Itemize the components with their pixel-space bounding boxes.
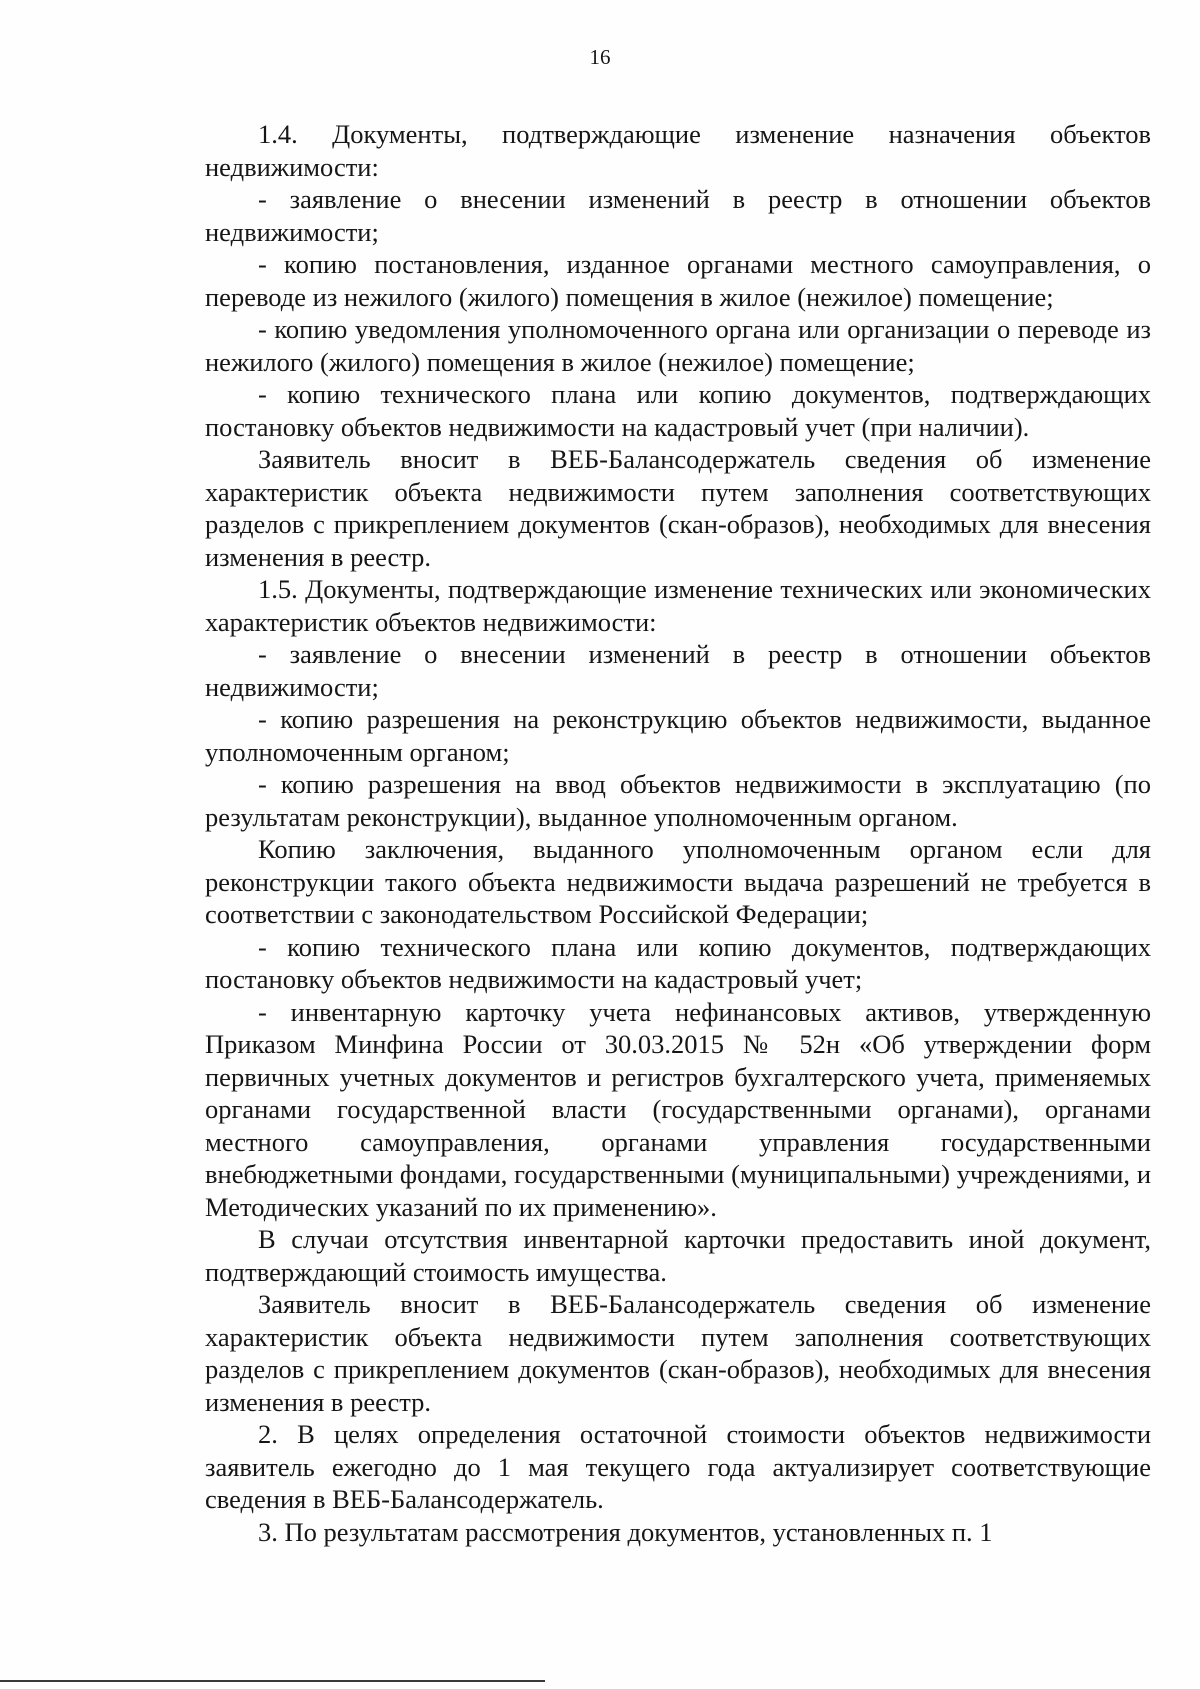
list-item-commissioning-permit: - копию разрешения на ввод объектов недвижимости в эксплуатацию (по результатам реконструкции), выданное уполномоченным органом. <box>205 769 1151 832</box>
paragraph-conclusion-copy: Копию заключения, выданного уполномоченным органом если для реконструкции такого объекта недвижимости выдача разрешений не требуется в соответствии с законодательством Российской Федерации; <box>205 834 1151 929</box>
list-item-resolution-copy: - копию постановления, изданное органами местного самоуправления, о переводе из нежилого (жилого) помещения в жилое (нежилое) помещение; <box>205 249 1151 312</box>
list-item-notification-copy: - копию уведомления уполномоченного органа или организации о переводе из нежилого (жилого) помещения в жилое (нежилое) помещение; <box>205 314 1151 377</box>
list-item-technical-plan-1-4: - копию технического плана или копию документов, подтверждающих постановку объектов недвижимости на кадастровый учет (при наличии). <box>205 379 1151 442</box>
scan-edge-line <box>0 1680 545 1682</box>
paragraph-1-5-heading: 1.5. Документы, подтверждающие изменение технических или экономических характеристик объектов недвижимости: <box>205 574 1151 637</box>
document-body <box>205 118 1151 1548</box>
list-item-application-1-4: - заявление о внесении изменений в реестр в отношении объектов недвижимости; <box>205 184 1151 247</box>
paragraph-alternative-document: В случаи отсутствия инвентарной карточки предоставить иной документ, подтверждающий стоимость имущества. <box>205 1224 1151 1287</box>
paragraph-1-4-heading: 1.4. Документы, подтверждающие изменение назначения объектов недвижимости: <box>205 119 1151 182</box>
list-item-application-1-5: - заявление о внесении изменений в реестр в отношении объектов недвижимости; <box>205 639 1151 702</box>
paragraph-2-residual-value: 2. В целях определения остаточной стоимости объектов недвижимости заявитель ежегодно до 1 мая текущего года актуализирует соответствующие сведения в ВЕБ-Балансодержатель. <box>205 1419 1151 1514</box>
list-item-reconstruction-permit: - копию разрешения на реконструкцию объектов недвижимости, выданное уполномоченным органом; <box>205 704 1151 767</box>
paragraph-applicant-entry-1-4: Заявитель вносит в ВЕБ-Балансодержатель сведения об изменение характеристик объекта недвижимости путем заполнения соответствующих разделов с прикреплением документов (скан-образов), необходимых для внесения изменения в реестр. <box>205 444 1151 572</box>
paragraph-applicant-entry-1-5: Заявитель вносит в ВЕБ-Балансодержатель сведения об изменение характеристик объекта недвижимости путем заполнения соответствующих разделов с прикреплением документов (скан-образов), необходимых для внесения изменения в реестр. <box>205 1289 1151 1417</box>
list-item-inventory-card: - инвентарную карточку учета нефинансовых активов, утвержденную Приказом Минфина России от 30.03.2015 № 52н «Об утверждении форм первичных учетных документов и регистров бухгалтерского учета, применяемых органами государственной власти (государственными органами), органами местного самоуправления, органами управления государственными внебюджетными фондами, государственными (муниципальными) учреждениями, и Методических указаний по их применению». <box>205 996 1151 1222</box>
page-number: 16 <box>589 45 611 69</box>
paragraph-3-review-results: 3. По результатам рассмотрения документов, установленных п. 1 <box>258 1516 993 1547</box>
list-item-technical-plan-1-5: - копию технического плана или копию документов, подтверждающих постановку объектов недвижимости на кадастровый учет; <box>205 931 1151 994</box>
